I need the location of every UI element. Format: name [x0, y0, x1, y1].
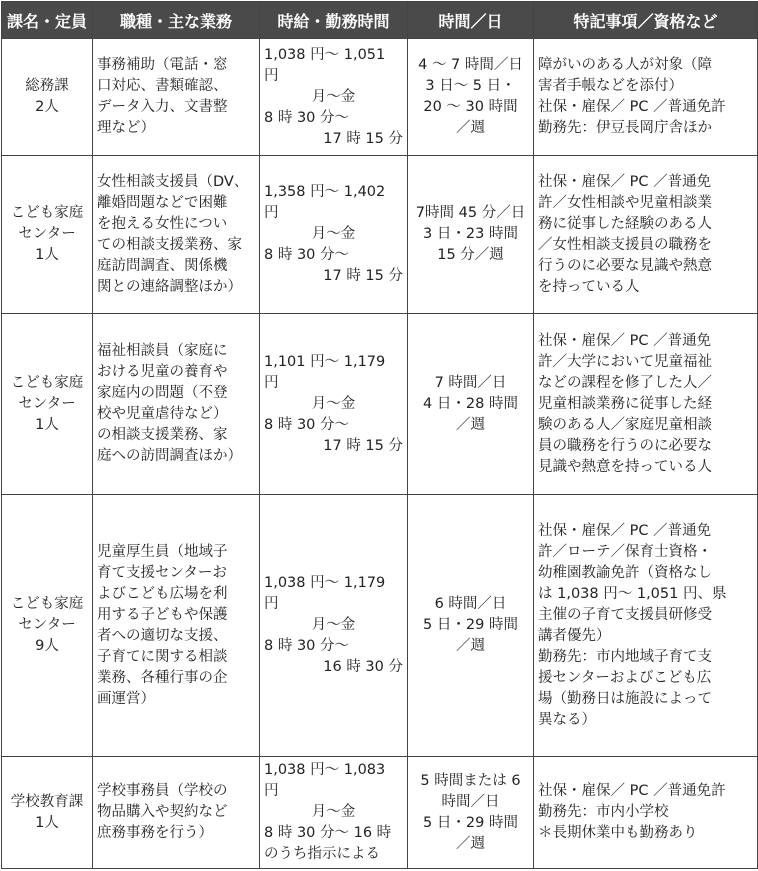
wage-line: 16 時 30 分 — [323, 659, 403, 675]
job-line: 離婚問題などで困難 — [97, 194, 228, 211]
job-line: 育て支援センターお — [97, 564, 227, 581]
dept-line: 1人 — [35, 416, 59, 433]
hours-line: 4 ～ 7 時間／日 — [418, 57, 523, 73]
job-line: 女性相談支援員（DV、 — [97, 173, 249, 190]
hours-cell — [408, 314, 534, 495]
notes-line: 許／大学において児童福祉 — [538, 353, 712, 370]
job-line: の相談支援業務、家 — [97, 427, 228, 443]
notes-line: 社保・雇保／ PC ／普通免 — [538, 173, 712, 190]
wage-cell — [260, 39, 408, 156]
hours-line: 7時間 45 分／日 — [415, 205, 526, 221]
notes-line: 許／ローテ／保育士資格・ — [538, 543, 712, 560]
wage-line: 8 時 30 分～ 16 時 — [264, 825, 392, 841]
table-row — [2, 757, 758, 869]
job-line: 画運営） — [97, 690, 155, 707]
header-dept: 課名・定員 — [2, 2, 93, 39]
job-line: 業務、各種行事の企 — [97, 669, 228, 686]
wage-cell — [260, 156, 408, 314]
wage-line: のうち指示による — [264, 846, 380, 862]
dept-line: こども家庭 — [10, 205, 84, 221]
job-line: おける児童の養育や — [97, 364, 228, 380]
job-line: 事務補助（電話・窓 — [97, 57, 228, 73]
hours-line: 3 日・23 時間 — [423, 226, 518, 242]
notes-line: 社保・雇保／ PC ／普通免許 — [538, 99, 726, 115]
job-cell — [93, 757, 260, 869]
job-line: 理など） — [97, 120, 155, 136]
wage-line: 1,101 円～ 1,179 円 — [264, 353, 386, 391]
hours-line: 5 日・29 時間 — [423, 617, 518, 633]
wage-line: 月～金 — [311, 88, 356, 105]
job-line: 者への適切な支援、 — [97, 627, 228, 644]
wage-line: 1,038 円～ 1,083 円 — [264, 762, 386, 799]
notes-line: 許／女性相談や児童相談業 — [538, 194, 712, 211]
job-cell — [93, 39, 260, 156]
dept-line: 1人 — [35, 814, 59, 831]
notes-line: 行うのに必要な見識や熱意 — [538, 257, 712, 274]
notes-line: 講者優先） — [538, 627, 611, 644]
notes-line: 異なる） — [538, 711, 596, 728]
job-listing-table — [1, 1, 758, 869]
notes-line: 社保・雇保／ PC ／普通免 — [538, 522, 712, 539]
hours-line: ／週 — [456, 638, 485, 654]
notes-line: 主催の子育て支援員研修受 — [538, 606, 712, 623]
hours-line: 15 分／週 — [437, 247, 504, 263]
table-row — [2, 495, 758, 757]
dept-cell — [2, 156, 93, 314]
hours-cell — [408, 495, 534, 757]
header-row — [2, 2, 758, 39]
header-notes: 特記事項／資格など — [534, 2, 758, 39]
hours-cell — [408, 757, 534, 869]
notes-line: 員の職務を行うのに必要な — [538, 437, 712, 454]
dept-cell — [2, 757, 93, 869]
dept-cell — [2, 495, 93, 757]
hours-line: ／週 — [456, 416, 485, 433]
hours-line: 20 ～ 30 時間 — [423, 99, 518, 115]
notes-line: 児童相談業務に従事した経 — [538, 395, 712, 412]
dept-line: センター — [18, 617, 76, 633]
notes-cell — [534, 757, 758, 869]
dept-line: 9人 — [35, 638, 59, 654]
job-line: 庭への訪問調査ほか） — [97, 448, 242, 464]
header-wage: 時給・勤務時間 — [260, 2, 408, 39]
hours-line: ／週 — [456, 835, 485, 852]
notes-cell — [534, 495, 758, 757]
job-line: 家庭内の問題（不登 — [97, 385, 228, 401]
wage-line: 月～金 — [311, 395, 356, 412]
wage-cell — [260, 495, 408, 757]
table-row — [2, 39, 758, 156]
hours-line: 3 日～ 5 日・ — [425, 78, 516, 94]
notes-line: 障がいのある人が対象（障 — [538, 57, 712, 73]
job-line: 学校事務員（学校の — [97, 783, 228, 799]
job-line: データ入力、文書整 — [97, 99, 228, 115]
notes-line: ＊長期休業中も勤務あり — [538, 825, 698, 841]
notes-line: 勤務先：市内小学校 — [538, 804, 669, 820]
notes-cell — [534, 156, 758, 314]
dept-line: 学校教育課 — [10, 793, 84, 810]
dept-line: センター — [18, 395, 76, 412]
notes-line: などの課程を修了した人／ — [538, 374, 712, 391]
dept-line: センター — [18, 226, 76, 242]
wage-line: 1,358 円～ 1,402 円 — [264, 184, 386, 221]
hours-line: 4 日・28 時間 — [423, 395, 518, 412]
notes-line: ／女性相談支援員の職務を — [538, 236, 712, 253]
job-line: 物品購入や契約など — [97, 804, 228, 820]
notes-line: 見識や熱意を持っている人 — [538, 458, 712, 475]
hours-line: 時間／日 — [441, 793, 500, 810]
dept-line: 1人 — [35, 247, 59, 263]
notes-line: 務に従事した経験のある人 — [538, 215, 712, 232]
wage-line: 月～金 — [311, 226, 356, 242]
hours-line: ／週 — [456, 120, 485, 136]
wage-line: 8 時 30 分～ — [264, 247, 350, 263]
dept-cell — [2, 314, 93, 495]
job-line: 校や児童虐待など） — [97, 406, 228, 422]
table-row — [2, 314, 758, 495]
hours-line: 6 時間／日 — [434, 596, 507, 612]
job-line: ての相談支援業務、家 — [97, 236, 242, 253]
hours-line: 5 時間または 6 — [420, 772, 521, 789]
dept-line: こども家庭 — [10, 374, 84, 391]
notes-line: 社保・雇保／ PC ／普通免 — [538, 332, 712, 349]
wage-cell — [260, 757, 408, 869]
hours-cell — [408, 156, 534, 314]
job-line: 児童厚生員（地域子 — [97, 543, 228, 560]
wage-line: 17 時 15 分 — [323, 437, 403, 454]
dept-line: 2人 — [35, 99, 59, 115]
job-line: 関との連絡調整ほか） — [97, 278, 242, 295]
wage-line: 1,038 円～ 1,051 円 — [264, 46, 386, 84]
table-row — [2, 156, 758, 314]
wage-line: 17 時 15 分 — [323, 130, 403, 147]
notes-cell — [534, 39, 758, 156]
wage-line: 8 時 30 分～ — [264, 638, 350, 654]
notes-line: 勤務先：伊豆長岡庁舎ほか — [538, 120, 712, 136]
job-cell — [93, 314, 260, 495]
job-line: 子育てに関する相談 — [97, 648, 228, 665]
job-line: 庭訪問調査、関係機 — [97, 257, 228, 274]
hours-cell — [408, 39, 534, 156]
job-line: 庶務事務を行う） — [97, 825, 213, 841]
notes-line: 害者手帳などを添付） — [538, 78, 683, 94]
wage-line: 月～金 — [311, 617, 356, 633]
hours-line: 7 時間／日 — [434, 374, 507, 391]
job-line: 福祉相談員（家庭に — [97, 343, 228, 359]
wage-cell — [260, 314, 408, 495]
notes-cell — [534, 314, 758, 495]
notes-line: 幼稚園教諭免許（資格なし — [538, 564, 712, 581]
job-line: 口対応、書類確認、 — [97, 78, 228, 94]
job-line: よびこども広場を利 — [97, 585, 228, 602]
job-cell — [93, 495, 260, 757]
dept-cell — [2, 39, 93, 156]
notes-line: 援センターおよびこども広 — [538, 669, 712, 686]
wage-line: 8 時 30 分～ — [264, 416, 350, 433]
notes-line: 験のある人／家庭児童相談 — [538, 416, 712, 433]
job-cell — [93, 156, 260, 314]
wage-line: 月～金 — [311, 804, 356, 820]
notes-line: は 1,038 円～ 1,051 円、県 — [538, 585, 727, 602]
job-line: 用する子どもや保護 — [97, 606, 228, 623]
header-hours: 時間／日 — [408, 2, 534, 39]
wage-line: 17 時 15 分 — [323, 268, 403, 284]
dept-line: こども家庭 — [10, 596, 84, 612]
notes-line: 勤務先：市内地域子育て支 — [538, 648, 712, 665]
wage-line: 8 時 30 分～ — [264, 109, 350, 126]
job-line: を抱える女性につい — [97, 215, 228, 232]
hours-line: 5 日・29 時間 — [423, 814, 518, 831]
notes-line: 場（勤務日は施設によって — [538, 690, 712, 707]
header-job: 職種・主な業務 — [93, 2, 260, 39]
wage-line: 1,038 円～ 1,179 円 — [264, 575, 386, 612]
dept-line: 総務課 — [25, 78, 69, 94]
notes-line: 社保・雇保／ PC ／普通免許 — [538, 783, 726, 799]
notes-line: を持っている人 — [538, 278, 640, 295]
